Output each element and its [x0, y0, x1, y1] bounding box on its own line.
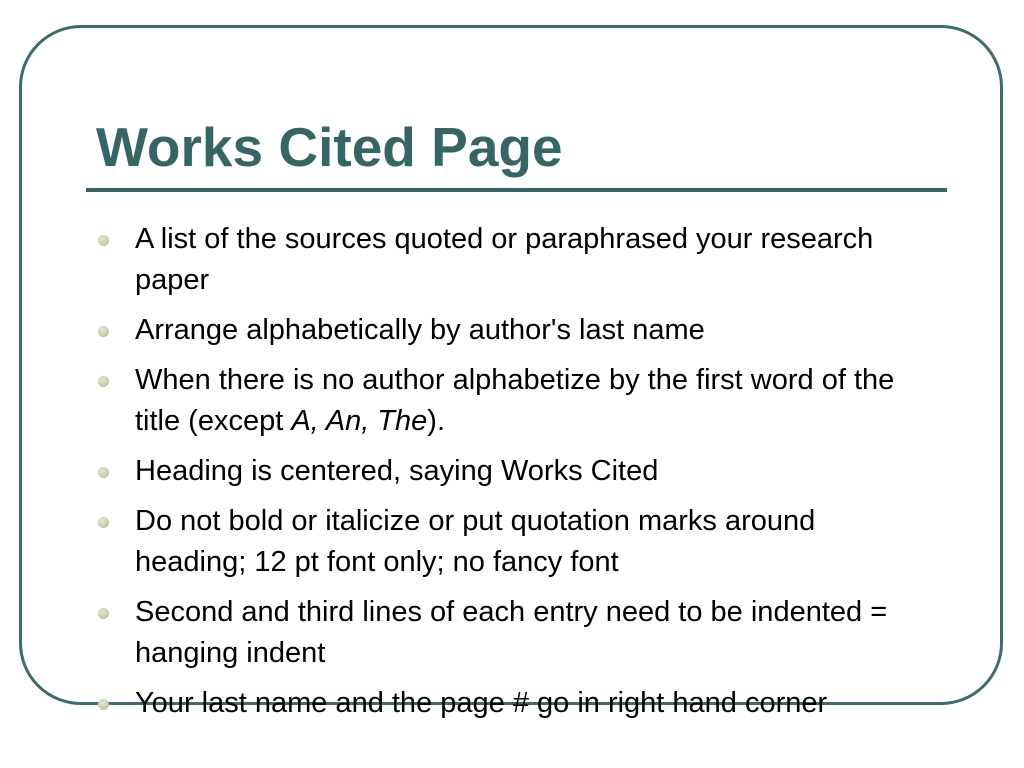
- bullet-text-part: ).: [427, 405, 445, 437]
- bullet-text: Arrange alphabetically by author's last name: [135, 314, 705, 346]
- bullet-text-part: When there is no author alphabetize by the first word of the title (except: [135, 364, 895, 437]
- bullet-item: [94, 219, 924, 301]
- bullet-dot-icon: [98, 517, 109, 528]
- title-underline: [86, 188, 947, 192]
- bullet-dot-icon: [98, 699, 109, 710]
- bullet-dot-icon: [98, 608, 109, 619]
- bullet-text: Heading is centered, saying Works Cited: [135, 455, 659, 487]
- bullet-text: Do not bold or italicize or put quotation marks around heading; 12 pt font only; no fancy font: [135, 505, 816, 578]
- bullet-text: A list of the sources quoted or paraphrased your research paper: [135, 223, 874, 296]
- bullet-dot-icon: [98, 467, 109, 478]
- bullet-text: Your last name and the page # go in right hand corner: [135, 687, 828, 719]
- bullet-item: [94, 451, 924, 492]
- bullet-item: [94, 310, 924, 351]
- bullet-item: [94, 683, 924, 724]
- bullet-text: [135, 364, 894, 437]
- bullet-dot-icon: [98, 235, 109, 246]
- bullet-dot-icon: [98, 376, 109, 387]
- bullet-item: [94, 592, 924, 674]
- bullet-text-italic: A, An, The: [291, 405, 428, 437]
- bullet-item: [94, 360, 924, 442]
- bullet-item: [94, 501, 924, 583]
- bullet-list: [94, 219, 924, 733]
- bullet-text: Second and third lines of each entry need to be indented = hanging indent: [135, 596, 888, 669]
- slide-title: Works Cited Page: [96, 116, 563, 178]
- bullet-dot-icon: [98, 326, 109, 337]
